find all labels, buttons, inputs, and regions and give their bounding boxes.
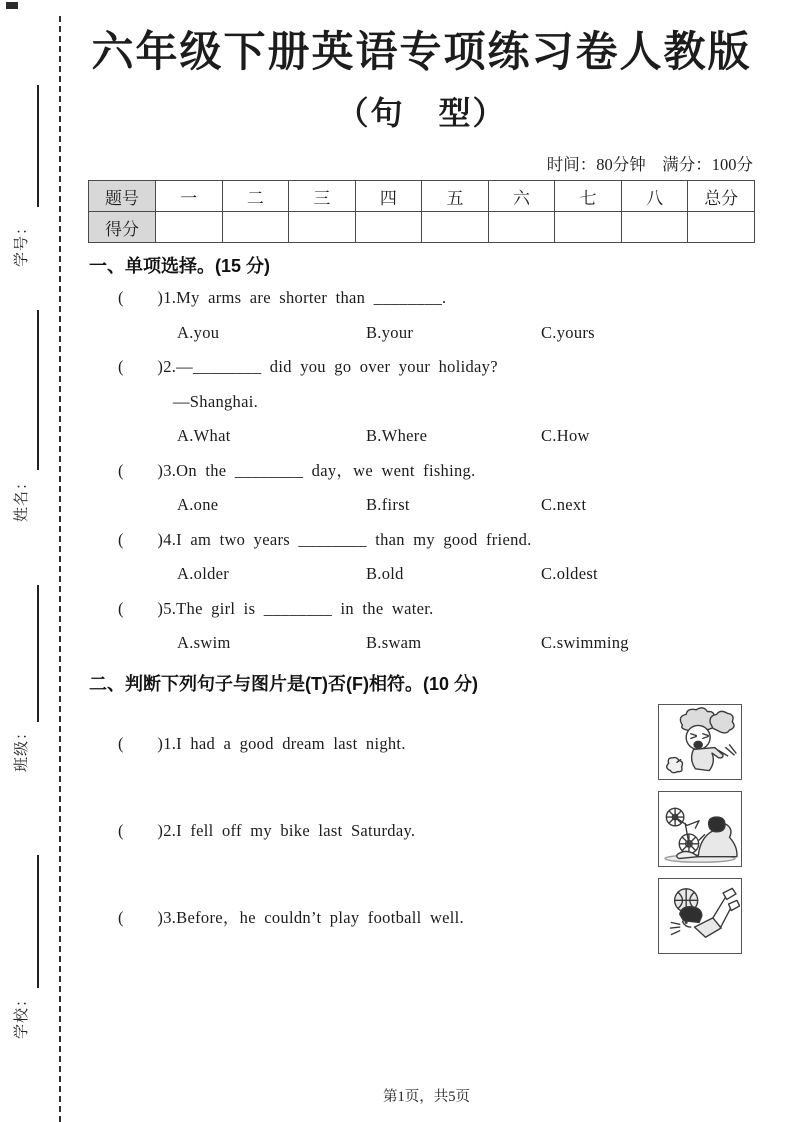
score-table-column-header: 二 (222, 181, 289, 212)
option-item: C.How (541, 426, 590, 445)
option-item: A.older (177, 564, 230, 583)
diving-basketball-illustration (658, 878, 742, 954)
score-table-empty-cell (355, 212, 422, 243)
option-row (177, 316, 755, 351)
page-footer: 第1页，共5页 (383, 1089, 470, 1105)
score-table-empty-cell (621, 212, 688, 243)
score-table-header-row (89, 181, 755, 212)
student-info-label: 学号： (13, 219, 30, 268)
write-on-line (37, 585, 39, 722)
write-on-line (37, 855, 39, 988)
option-item: A.one (177, 495, 219, 514)
section-2 (88, 672, 755, 960)
option-item: C.oldest (541, 564, 598, 583)
option-item: B.your (366, 322, 414, 342)
write-on-line (37, 85, 39, 207)
judge-question-row (88, 873, 755, 960)
option-row (177, 626, 755, 661)
question-line: —Shanghai. (173, 391, 259, 411)
score-table-column-header: 总分 (688, 181, 755, 212)
scan-artifact-mark (6, 2, 18, 9)
question-line: ( )3.On the ________ day，we went fishing. (118, 460, 476, 480)
option-item: C.yours (541, 322, 595, 342)
write-on-line (37, 310, 39, 470)
score-table-column-header: 四 (355, 181, 422, 212)
question-line: ( )2.—________ did you go over your holiday? (118, 357, 498, 376)
score-table-column-header: 六 (488, 181, 555, 212)
option-item: B.swam (366, 633, 422, 652)
score-table-column-header: 七 (555, 181, 622, 212)
student-info-label: 学校： (13, 991, 30, 1040)
option-item: B.first (366, 495, 410, 514)
judge-question-row (88, 699, 755, 786)
question-line: ( )4.I am two years ________ than my good friend. (118, 529, 532, 549)
judge-question-text: ( )1.I had a good dream last night. (118, 734, 406, 753)
section-2-heading: 二、判断下列句子与图片是(T)否(F)相符。(10 分) (89, 673, 478, 694)
option-item: C.swimming (541, 633, 629, 652)
score-table-empty-cell (156, 212, 223, 243)
option-item: A.swim (177, 633, 231, 652)
crying-child-illustration (658, 704, 742, 780)
section-2-questions (88, 699, 755, 960)
section-1-questions (88, 281, 755, 661)
score-table-empty-cell (289, 212, 356, 243)
section-1 (88, 254, 755, 661)
score-table-column-header: 八 (621, 181, 688, 212)
option-item: C.next (541, 495, 587, 514)
option-item: A.What (177, 426, 231, 445)
option-item: B.Where (366, 426, 428, 445)
page-subtitle: （句 型） (336, 95, 507, 131)
option-row (177, 419, 755, 454)
fold-dashed-line (59, 16, 61, 1122)
score-table-empty-cell (422, 212, 489, 243)
judge-question-text: ( )2.I fell off my bike last Saturday. (118, 821, 416, 840)
score-table-empty-cell (555, 212, 622, 243)
option-row (177, 557, 755, 592)
score-table-column-header: 五 (422, 181, 489, 212)
score-table-score-label: 得分 (89, 212, 156, 243)
exam-content (88, 0, 755, 960)
score-table-column-header: 三 (289, 181, 356, 212)
student-info-label: 班级： (13, 724, 30, 773)
option-row (177, 488, 755, 523)
score-table-header-label: 题号 (89, 181, 156, 212)
fallen-bike-illustration (658, 791, 742, 867)
judge-question-text: ( )3.Before，he couldn’t play football well. (118, 908, 464, 927)
option-item: A.you (177, 322, 220, 342)
page-title: 六年级下册英语专项练习卷人教版 (91, 30, 752, 76)
exam-time-score-meta: 时间：80分钟 满分：100分 (546, 155, 753, 174)
score-table-empty-cell (488, 212, 555, 243)
section-1-heading: 一、单项选择。(15 分) (89, 256, 271, 276)
score-table-empty-cell (688, 212, 755, 243)
question-line: ( )5.The girl is ________ in the water. (118, 598, 434, 618)
student-info-label: 姓名： (13, 474, 30, 523)
score-table-column-header: 一 (156, 181, 223, 212)
option-item: B.old (366, 564, 404, 583)
question-line: ( )1.My arms are shorter than ________. (118, 288, 447, 307)
score-table-score-row (89, 212, 755, 243)
judge-question-row (88, 786, 755, 873)
score-table-empty-cell (222, 212, 289, 243)
score-table (88, 180, 755, 243)
